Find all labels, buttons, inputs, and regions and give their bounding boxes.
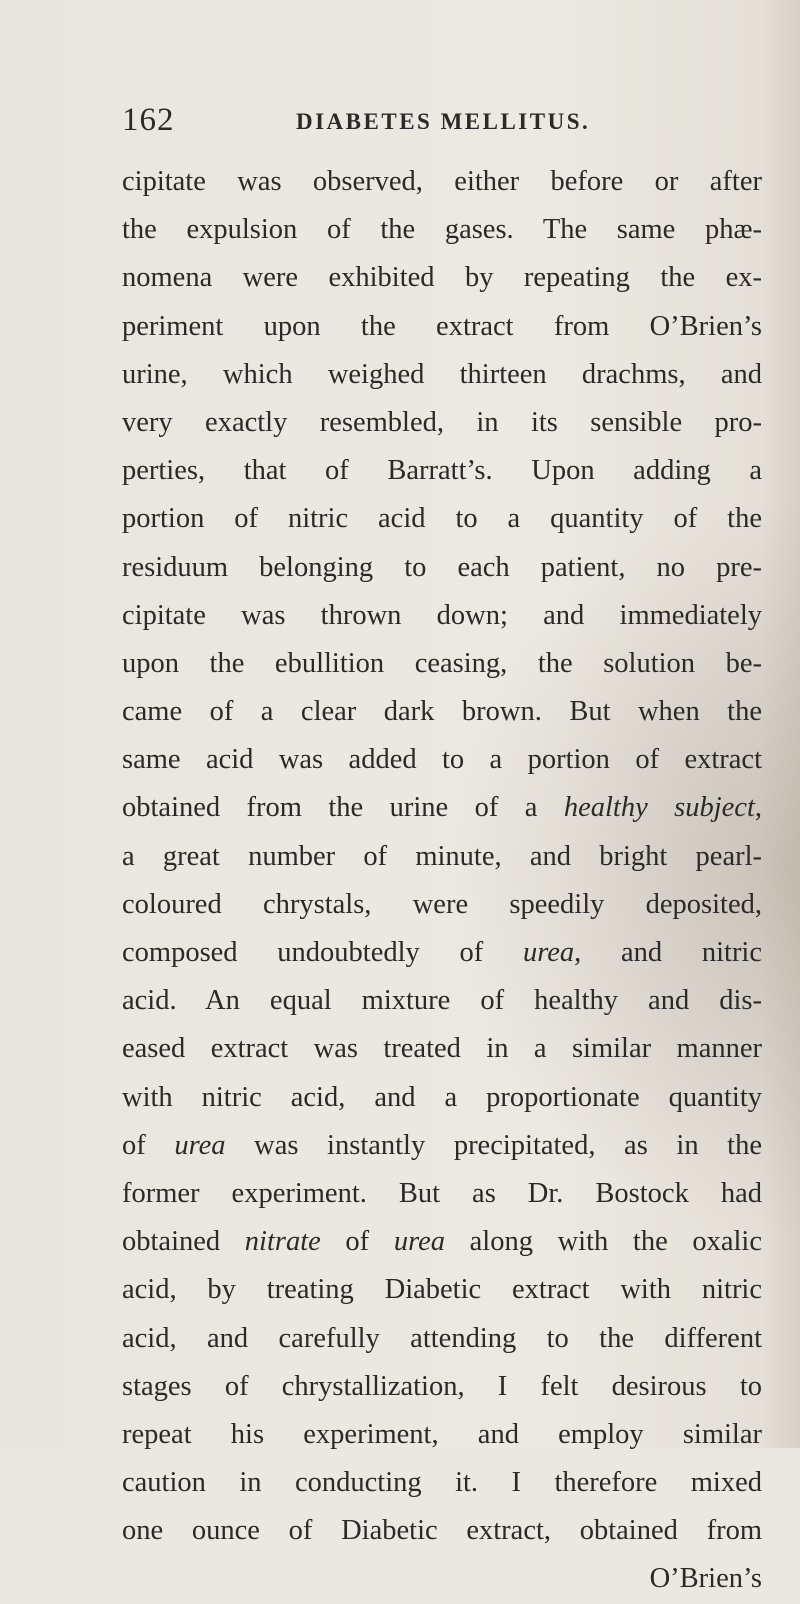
text-line: caution in conducting it. I therefore mixed — [122, 1467, 762, 1499]
italic-phrase: urea — [393, 1226, 445, 1258]
text-line: acid, and carefully attending to the different — [122, 1322, 762, 1354]
italic-phrase: urea — [522, 937, 575, 968]
text-line: urine, which weighed thirteen drachms, and — [122, 358, 762, 390]
text-line: stages of chrystallization, I felt desirous to — [122, 1370, 762, 1402]
italic-phrase: healthy subject — [563, 792, 755, 824]
text-line: with nitric acid, and a proportionate quantity — [122, 1081, 762, 1113]
running-title: DIABETES MELLITUS. — [296, 109, 591, 134]
text-line: coloured chrystals, were speedily deposited, — [122, 888, 762, 920]
text-line: nomena were exhibited by repeating the ex- — [122, 262, 762, 294]
text-line: cipitate was thrown down; and immediately — [122, 599, 762, 631]
text-line: the expulsion of the gases. The same phæ- — [122, 214, 762, 246]
text-line: obtained nitrate of urea along with the oxalic — [122, 1226, 762, 1258]
text-line: composed undoubtedly of urea, and nitric — [122, 937, 762, 968]
text-line: portion of nitric acid to a quantity of the — [122, 503, 762, 535]
text-line: one ounce of Diabetic extract, obtained from — [122, 1515, 762, 1547]
text-line: former experiment. But as Dr. Bostock had — [122, 1177, 762, 1209]
italic-phrase: nitrate — [244, 1226, 321, 1258]
catchword: O’Brien’s — [649, 1563, 762, 1595]
text-line: eased extract was treated in a similar manner — [122, 1033, 762, 1065]
body-text — [122, 158, 762, 1604]
text-line: acid, by treating Diabetic extract with nitric — [122, 1274, 762, 1306]
text-line: periment upon the extract from O’Brien’s — [122, 310, 762, 342]
text-line: very exactly resembled, in its sensible pro- — [122, 406, 762, 438]
text-line: obtained from the urine of a healthy subject, — [122, 792, 762, 824]
text-line: residuum belonging to each patient, no pre- — [122, 551, 762, 583]
text-line: perties, that of Barratt’s. Upon adding a — [122, 455, 762, 487]
text-line: acid. An equal mixture of healthy and dis- — [122, 985, 762, 1017]
page-number: 162 — [122, 102, 175, 138]
text-line: repeat his experiment, and employ similar — [122, 1418, 762, 1450]
text-line: same acid was added to a portion of extract — [122, 744, 762, 776]
text-line: a great number of minute, and bright pearl- — [122, 840, 762, 872]
text-line: of urea was instantly precipitated, as in the — [122, 1129, 762, 1161]
page-header — [122, 100, 762, 140]
text-line: came of a clear dark brown. But when the — [122, 696, 762, 728]
text-line: cipitate was observed, either before or after — [122, 166, 762, 197]
italic-phrase: urea — [174, 1129, 226, 1161]
text-line: upon the ebullition ceasing, the solution be- — [122, 647, 762, 679]
